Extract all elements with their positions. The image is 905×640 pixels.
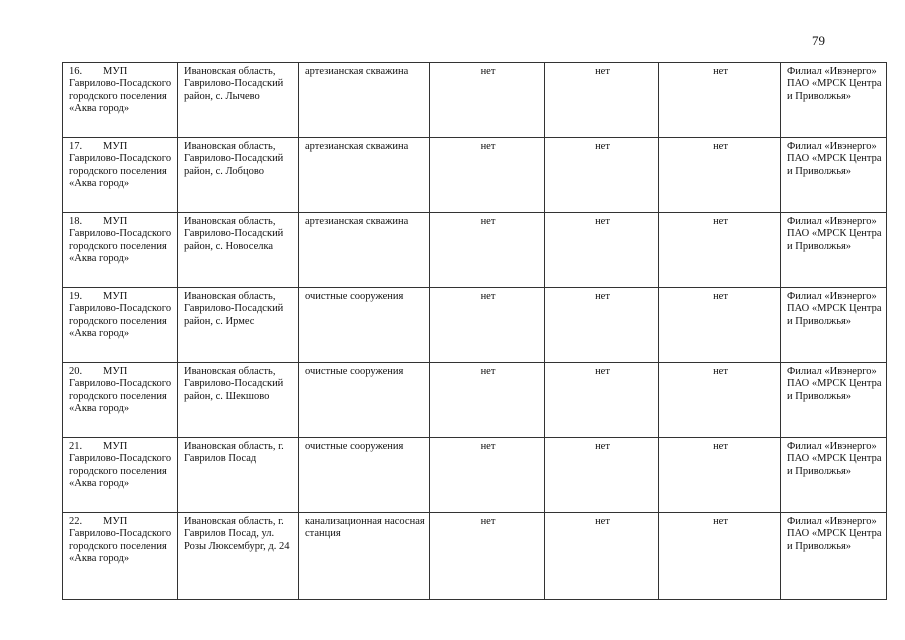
org-head: МУП [103, 291, 128, 302]
table-row [63, 213, 887, 288]
value-cell-2: нет [545, 138, 659, 213]
org-head: МУП [103, 216, 128, 227]
value-cell-3: нет [659, 363, 781, 438]
value-cell-2: нет [545, 213, 659, 288]
org-head: МУП [103, 141, 128, 152]
supplier-cell: Филиал «Ивэнерго» ПАО «МРСК Центра и Приволжья» [781, 63, 887, 138]
org-name: Гаврилово-Посадского городского поселения «Аква город» [69, 378, 172, 415]
address-cell: Ивановская область, г. Гаврилов Посад, ул. Розы Люксембург, д. 24 [178, 513, 299, 600]
supplier-cell: Филиал «Ивэнерго» ПАО «МРСК Центра и Приволжья» [781, 438, 887, 513]
organization-cell [63, 288, 178, 363]
value-cell-1: нет [430, 363, 545, 438]
value-cell-1: нет [430, 438, 545, 513]
address-cell: Ивановская область, г. Гаврилов Посад [178, 438, 299, 513]
org-name: Гаврилово-Посадского городского поселения «Аква город» [69, 153, 172, 190]
supplier-cell: Филиал «Ивэнерго» ПАО «МРСК Центра и Приволжья» [781, 513, 887, 600]
table-row [63, 513, 887, 600]
object-cell: очистные сооружения [299, 438, 430, 513]
address-cell: Ивановская область, Гаврилово-Посадский район, с. Новоселка [178, 213, 299, 288]
value-cell-2: нет [545, 438, 659, 513]
organization-cell [63, 213, 178, 288]
organization-cell [63, 138, 178, 213]
supplier-cell: Филиал «Ивэнерго» ПАО «МРСК Центра и Приволжья» [781, 363, 887, 438]
address-cell: Ивановская область, Гаврилово-Посадский район, с. Шекшово [178, 363, 299, 438]
org-head: МУП [103, 366, 128, 377]
object-cell: артезианская скважина [299, 138, 430, 213]
value-cell-3: нет [659, 288, 781, 363]
value-cell-3: нет [659, 63, 781, 138]
org-name: Гаврилово-Посадского городского поселения «Аква город» [69, 228, 172, 265]
supplier-cell: Филиал «Ивэнерго» ПАО «МРСК Центра и Приволжья» [781, 213, 887, 288]
organization-cell [63, 513, 178, 600]
value-cell-3: нет [659, 513, 781, 600]
value-cell-1: нет [430, 138, 545, 213]
table-row [63, 438, 887, 513]
address-cell: Ивановская область, Гаврилово-Посадский район, с. Лобцово [178, 138, 299, 213]
row-number: 21. [69, 441, 83, 452]
object-cell: канализационная насосная станция [299, 513, 430, 600]
organization-cell [63, 438, 178, 513]
table-row [63, 288, 887, 363]
page-number: 79 [812, 33, 825, 48]
value-cell-3: нет [659, 213, 781, 288]
object-cell: очистные сооружения [299, 288, 430, 363]
row-number: 18. [69, 216, 83, 227]
row-number: 16. [69, 66, 83, 77]
value-cell-1: нет [430, 513, 545, 600]
org-head: МУП [103, 441, 128, 452]
facilities-table [62, 62, 887, 600]
row-number: 17. [69, 141, 83, 152]
address-cell: Ивановская область, Гаврилово-Посадский район, с. Лычево [178, 63, 299, 138]
object-cell: артезианская скважина [299, 213, 430, 288]
value-cell-1: нет [430, 288, 545, 363]
supplier-cell: Филиал «Ивэнерго» ПАО «МРСК Центра и Приволжья» [781, 138, 887, 213]
org-name: Гаврилово-Посадского городского поселения «Аква город» [69, 528, 172, 565]
org-name: Гаврилово-Посадского городского поселения «Аква город» [69, 453, 172, 490]
object-cell: артезианская скважина [299, 63, 430, 138]
value-cell-3: нет [659, 138, 781, 213]
org-name: Гаврилово-Посадского городского поселения «Аква город» [69, 303, 172, 340]
value-cell-1: нет [430, 213, 545, 288]
table-row [63, 363, 887, 438]
address-cell: Ивановская область, Гаврилово-Посадский район, с. Ирмес [178, 288, 299, 363]
table-row [63, 63, 887, 138]
value-cell-2: нет [545, 513, 659, 600]
row-number: 20. [69, 366, 83, 377]
object-cell: очистные сооружения [299, 363, 430, 438]
organization-cell [63, 63, 178, 138]
org-name: Гаврилово-Посадского городского поселения «Аква город» [69, 78, 172, 115]
value-cell-2: нет [545, 288, 659, 363]
org-head: МУП [103, 66, 128, 77]
value-cell-1: нет [430, 63, 545, 138]
org-head: МУП [103, 516, 128, 527]
organization-cell [63, 363, 178, 438]
supplier-cell: Филиал «Ивэнерго» ПАО «МРСК Центра и Приволжья» [781, 288, 887, 363]
table-row [63, 138, 887, 213]
row-number: 22. [69, 516, 83, 527]
row-number: 19. [69, 291, 83, 302]
value-cell-2: нет [545, 363, 659, 438]
value-cell-3: нет [659, 438, 781, 513]
value-cell-2: нет [545, 63, 659, 138]
